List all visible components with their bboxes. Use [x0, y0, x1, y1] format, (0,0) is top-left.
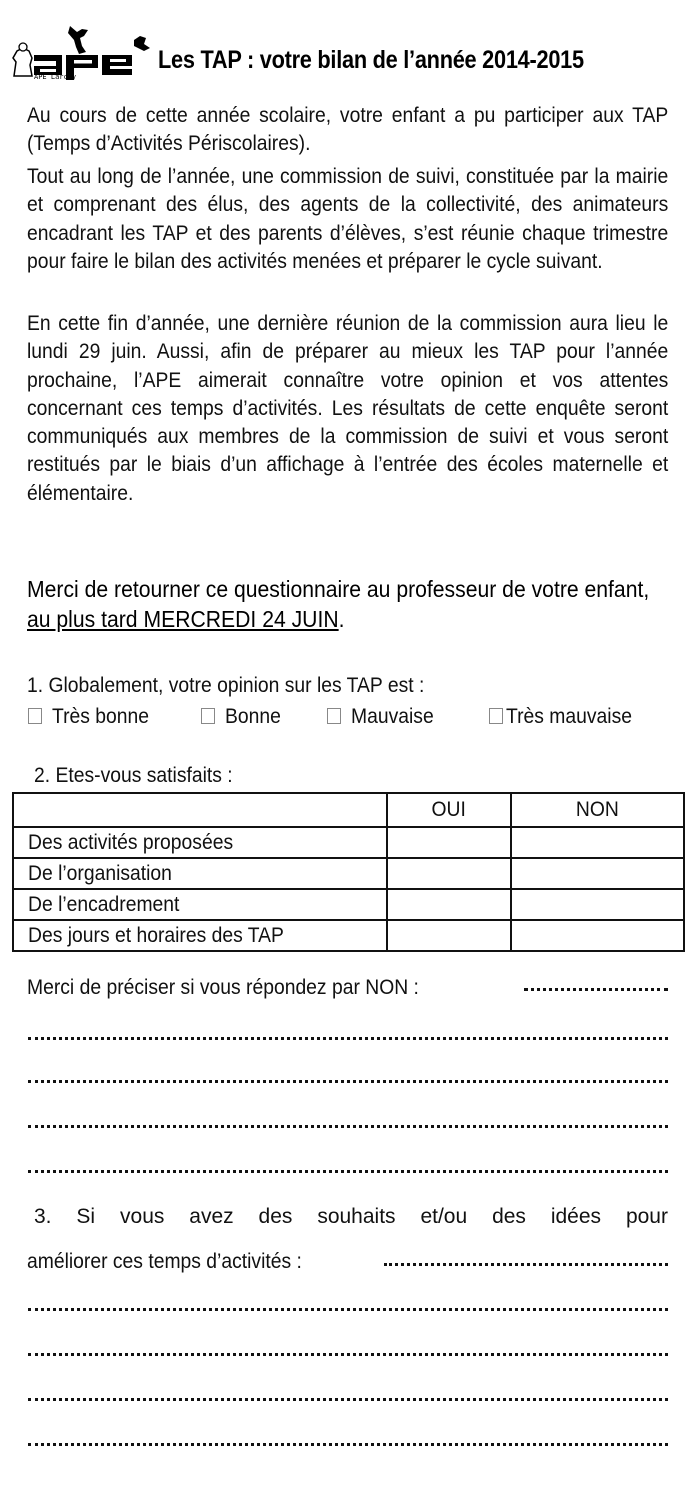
checkbox[interactable]: [201, 708, 215, 724]
header-cell-non: NON: [511, 793, 684, 827]
answer-line[interactable]: [28, 1170, 668, 1173]
option-tres-mauvaise[interactable]: [489, 705, 643, 729]
header-cell-oui: OUI: [387, 793, 511, 827]
non-followup-label: Merci de préciser si vous répondez par NON :: [27, 976, 419, 999]
q3-word: pour: [625, 1205, 668, 1228]
answer-line[interactable]: [28, 1353, 668, 1356]
answer-line[interactable]: [28, 1398, 668, 1401]
oui-cell[interactable]: [387, 827, 511, 858]
option-label: Très bonne: [52, 705, 150, 728]
answer-line[interactable]: [384, 1263, 668, 1266]
question-2-label: 2. Etes-vous satisfaits :: [34, 764, 233, 787]
non-cell[interactable]: [511, 858, 684, 889]
q3-word: vous: [120, 1205, 165, 1228]
row-label: De l’organisation: [13, 858, 387, 889]
non-cell[interactable]: [511, 920, 684, 951]
q3-word: des: [258, 1205, 293, 1228]
non-cell[interactable]: [511, 889, 684, 920]
header-cell-empty: [13, 793, 387, 827]
question-3-line2: améliorer ces temps d’activités :: [27, 1250, 302, 1273]
q3-word: Si: [76, 1205, 96, 1228]
answer-line[interactable]: [524, 988, 668, 991]
intro-paragraph-1: Au cours de cette année scolaire, votre enfant a pu participer aux TAP (Temps d’Activités Périscolaires).: [27, 104, 669, 156]
q3-word: avez: [189, 1205, 234, 1228]
option-tres-bonne[interactable]: [28, 705, 157, 729]
question-1-label: 1. Globalement, votre opinion sur les TAP est :: [27, 674, 425, 697]
row-label: Des activités proposées: [13, 827, 387, 858]
non-cell[interactable]: [511, 827, 684, 858]
intro-paragraph-3: En cette fin d’année, une dernière réunion de la commission aura lieu le lundi 29 juin. Aussi, afin de préparer au mieux les TAP pour l’année prochaine, l’APE aimerait connaître votre opinion et vos attentes concernant ces temps d’activités. Les résultats de cette enquête seront communiqués aux membres de la commission de suivi et vous seront restitués par le biais d’un affichage à l’entrée des écoles maternelle et élémentaire.: [27, 312, 669, 505]
intro-paragraph-2: Tout au long de l’année, une commission de suivi, constituée par la mairie et comprenant des élus, des agents de la collectivité, des animateurs encadrant les TAP et des parents d’élèves, s’est réunie chaque trimestre pour faire le bilan des activités menées et préparer le cycle suivant.: [27, 165, 669, 273]
oui-cell[interactable]: [387, 858, 511, 889]
row-label: De l’encadrement: [13, 889, 387, 920]
return-notice-end: .: [338, 606, 345, 632]
option-mauvaise[interactable]: [327, 705, 441, 729]
row-label: Des jours et horaires des TAP: [13, 920, 387, 951]
page-title: Les TAP : votre bilan de l’année 2014-2015: [158, 46, 584, 74]
logo-text: APE Larçay: [34, 73, 77, 80]
option-label: Très mauvaise: [506, 705, 632, 728]
checkbox[interactable]: [489, 708, 503, 724]
return-notice: [27, 574, 700, 634]
oui-cell[interactable]: [387, 920, 511, 951]
table-row: [13, 858, 684, 889]
answer-line[interactable]: [28, 1443, 668, 1446]
question-3-label: [34, 1205, 668, 1229]
checkbox[interactable]: [327, 708, 341, 724]
q3-word: souhaits: [317, 1205, 396, 1228]
table-row: [13, 920, 684, 951]
option-bonne[interactable]: [201, 705, 286, 729]
answer-line[interactable]: [28, 1308, 668, 1311]
table-row: [13, 827, 684, 858]
q3-word: 3.: [34, 1205, 52, 1228]
q3-word: idées: [550, 1205, 602, 1228]
deadline: au plus tard MERCREDI 24 JUIN: [27, 606, 339, 632]
answer-line[interactable]: [28, 1037, 668, 1040]
satisfaction-table: [12, 792, 685, 952]
oui-cell[interactable]: [387, 889, 511, 920]
answer-line[interactable]: [28, 1080, 668, 1083]
table-row: [13, 889, 684, 920]
ape-logo: [10, 18, 155, 80]
q3-word: des: [492, 1205, 526, 1228]
table-header-row: [13, 793, 684, 827]
answer-line[interactable]: [28, 1125, 668, 1128]
q3-word: et/ou: [420, 1205, 468, 1228]
option-label: Bonne: [225, 705, 281, 728]
return-notice-text: Merci de retourner ce questionnaire au professeur de votre enfant,: [27, 576, 650, 602]
option-label: Mauvaise: [351, 705, 434, 728]
checkbox[interactable]: [28, 708, 42, 724]
